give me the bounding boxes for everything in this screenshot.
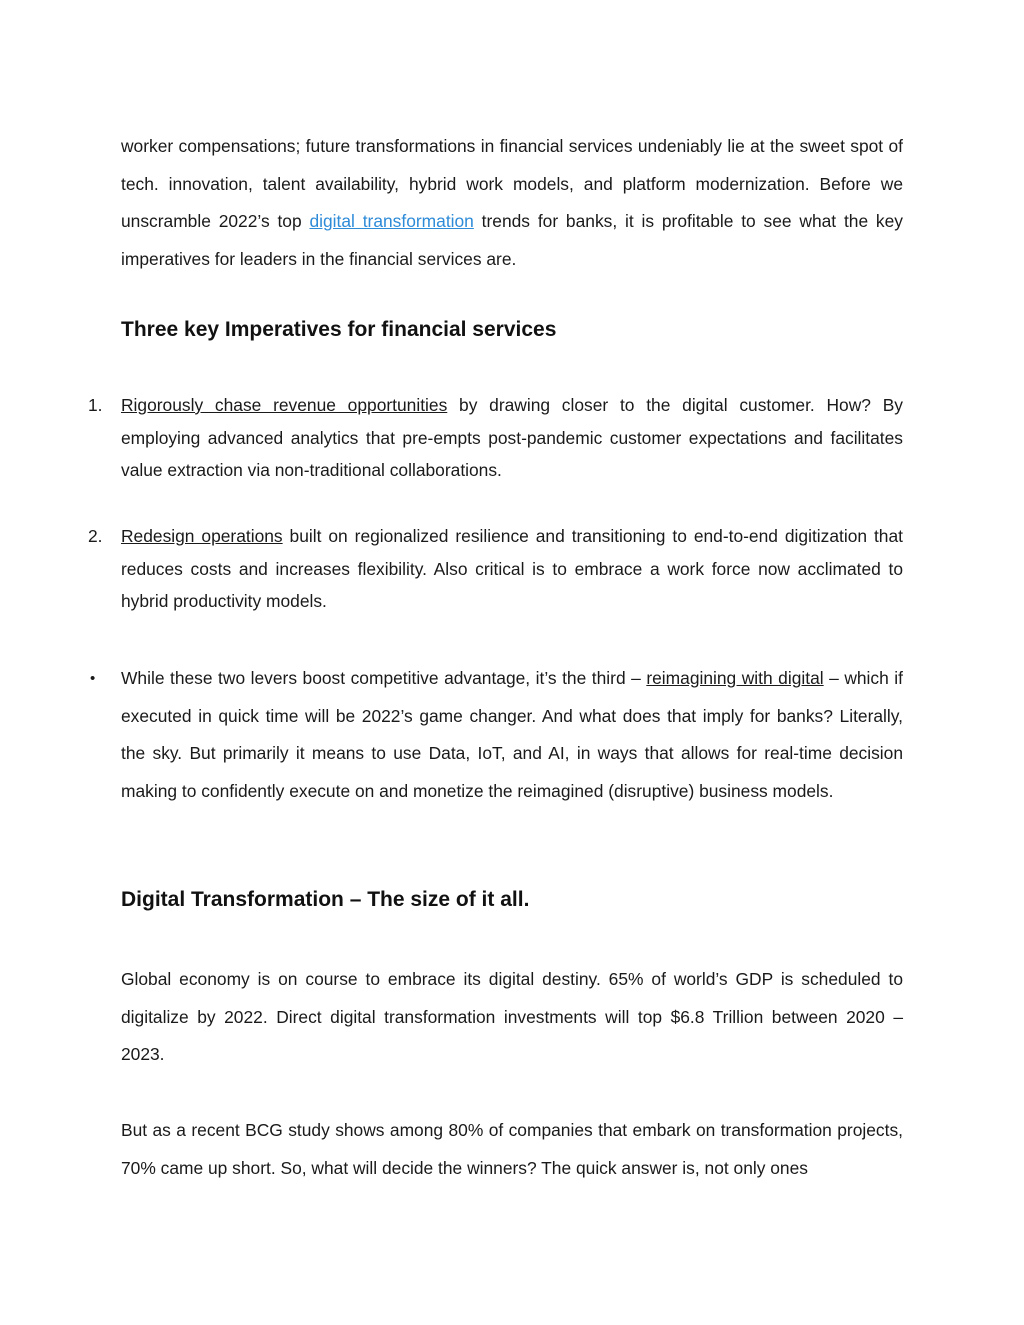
list-item-text	[121, 389, 903, 487]
section-heading-digital-transformation: Digital Transformation – The size of it all.	[121, 888, 530, 911]
intro-text-before-link: worker compensations; future transformations in financial services undeniably lie at the sweet spot of tech. innovation, talent availability, hybrid work models, and platform modernization. Before we unscramble 2022’s top	[121, 136, 903, 231]
global-economy-paragraph: Global economy is on course to embrace its digital destiny. 65% of world’s GDP is scheduled to digitalize by 2022. Direct digital transformation investments will top $6.8 Trillion between 2020 – 2023.	[121, 969, 903, 1064]
list-item-body: by drawing closer to the digital customer. How? By employing advanced analytics that pre-empts post-pandemic customer expectations and facilitates value extraction via non-traditional collaborations.	[121, 395, 904, 480]
intro-paragraph	[121, 128, 903, 278]
digital-transformation-link[interactable]: digital transformation	[309, 211, 474, 231]
bullet-text-after-link: – which if executed in quick time will be 2022’s game changer. And what does that imply for banks? Literally, the sky. But primarily it means to use Data, IoT, and AI, in ways that allows for real-time decision making to confidently execute on and monetize the reimagined (disruptive) business models.	[121, 668, 903, 801]
bcg-study-paragraph: But as a recent BCG study shows among 80% of companies that embark on transformation projects, 70% came up short. So, what will decide the winners? The quick answer is, not only ones	[121, 1120, 903, 1178]
redesign-operations-link[interactable]: Redesign operations	[121, 526, 283, 546]
reimagining-with-digital-link[interactable]: reimagining with digital	[646, 668, 824, 688]
list-number: 2.	[88, 526, 103, 546]
intro-text-after-link: trends for banks, it is profitable to see what the key imperatives for leaders in the financial services are.	[121, 211, 903, 269]
revenue-opportunities-link[interactable]: Rigorously chase revenue opportunities	[121, 395, 448, 415]
list-item-body: built on regionalized resilience and transitioning to end-to-end digitization that reduces costs and increases flexibility. Also critical is to embrace a work force now acclimated to hybrid productivity models.	[121, 526, 903, 611]
section-heading-imperatives: Three key Imperatives for financial services	[121, 318, 557, 341]
bullet-text-before-link: While these two levers boost competitive advantage, it’s the third –	[121, 668, 647, 688]
bullet-icon: •	[90, 670, 96, 687]
list-number: 1.	[88, 395, 103, 415]
bullet-item-text	[121, 660, 903, 810]
list-item-text	[121, 520, 903, 618]
